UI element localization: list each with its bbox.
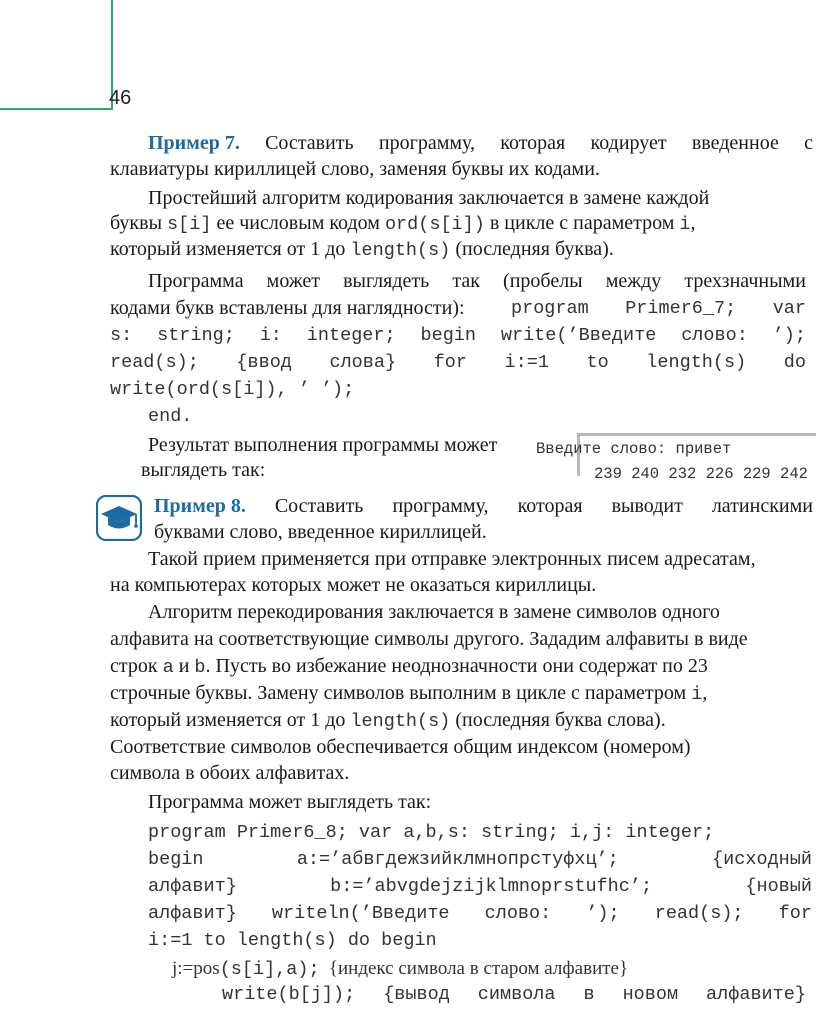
inline-code: a — [162, 657, 174, 678]
code-line: j:=pos(s[i],a); {индекс символа в старом алфавите} — [172, 958, 629, 980]
word: которая — [500, 132, 566, 154]
example8-line2: буквами слово, введенное кириллицей. — [154, 521, 487, 543]
inline-code: ord(s[i]) — [384, 214, 485, 235]
code-line: write(ord(s[i]), ’ ’); — [110, 379, 355, 400]
inline-code: i — [679, 214, 691, 235]
code-line: begin a:=’абвгдежзийклмнопрстуфхц’; {исходный — [148, 849, 812, 870]
result-label-line2: выглядеть так: — [141, 459, 266, 481]
code-line: i:=1 to length(s) do begin — [148, 930, 437, 951]
inline-code: s[i] — [167, 214, 212, 235]
example8-p3-line7: символа в обоих алфавитах. — [110, 762, 350, 784]
example7-p2-line3: который изменяется от 1 до length(s) (последняя буква). — [110, 238, 614, 261]
example8-p3-line5: который изменяется от 1 до length(s) (последняя буква слова). — [110, 709, 666, 732]
code-line: алфавит} b:=’abvgdejzijklmnoprstufhc’; {новый — [148, 876, 812, 897]
code-line: write(b[j]); {вывод символа в новом алфавите} — [222, 984, 806, 1005]
example8-p3-line1: Алгоритм перекодирования заключается в замене символов одного — [148, 601, 720, 623]
inline-code: length(s) — [350, 240, 451, 261]
output-line1: Введите слово: привет — [536, 440, 732, 458]
code-line: program Primer6_8; var a,b,s: string; i,j: integer; — [148, 822, 715, 843]
code-line: read(s); {ввод слова} for i:=1 to length(s) do — [110, 352, 806, 373]
example8-p3-line6: Соответствие символов обеспечивается общим индексом (номером) — [110, 736, 691, 758]
code-line: алфавит} writeln(’Введите слово: ’); read(s); for — [148, 903, 812, 924]
example8-p3-line2: алфавита на соответствующие символы другого. Зададим алфавиты в виде — [110, 628, 748, 650]
example8-p3-line3: строк a и b. Пусть во избежание неоднозначности они содержат по 23 — [110, 655, 708, 678]
graduation-cap-icon — [96, 495, 142, 541]
word: с — [804, 132, 813, 154]
code-line: s: string; i: integer; begin write(’Введите слово: ’); — [110, 325, 806, 346]
example8-p2-line1: Такой прием применяется при отправке электронных писем адресатам, — [148, 548, 756, 570]
example7-p3-line1: Программа может выглядеть так (пробелы между трехзначными — [148, 270, 806, 292]
example8-line1: Пример 8. Составить программу, которая выводит латинскими — [154, 495, 813, 517]
result-label-line1: Результат выполнения программы может — [148, 434, 498, 456]
example7-heading: Пример 7. — [148, 132, 240, 154]
example8-p2-line2: на компьютерах которых может не оказаться кириллицы. — [110, 574, 597, 596]
example7-p3-line2: кодами букв вставлены для наглядности): — [110, 297, 465, 319]
example8-p4: Программа может выглядеть так: — [148, 791, 432, 813]
word: введенное — [691, 132, 779, 154]
inline-code: length(s) — [350, 711, 451, 732]
inline-code: b — [194, 657, 206, 678]
word: кодирует — [590, 132, 667, 154]
code-line: program Primer6_7; var — [511, 298, 806, 319]
word: Составить — [265, 132, 354, 154]
page-number: 46 — [109, 87, 132, 109]
example8-p3-line4: строчные буквы. Замену символов выполним в цикле с параметром i, — [110, 682, 708, 705]
inline-code: i — [691, 684, 703, 705]
example7-p2-line2: буквы s[i] ее числовым кодом ord(s[i]) в цикле с параметром i, — [110, 212, 696, 235]
word: программу, — [378, 132, 476, 154]
page-corner-frame — [0, 0, 113, 110]
output-line2: 239 240 232 226 229 242 — [594, 465, 808, 483]
code-line: end. — [148, 406, 193, 427]
example7-line2: клавиатуры кириллицей слово, заменяя буквы их кодами. — [110, 158, 600, 180]
example7-line1 — [148, 132, 813, 155]
example7-p2-line1: Простейший алгоритм кодирования заключается в замене каждой — [148, 187, 710, 209]
example8-heading: Пример 8. — [154, 495, 246, 517]
